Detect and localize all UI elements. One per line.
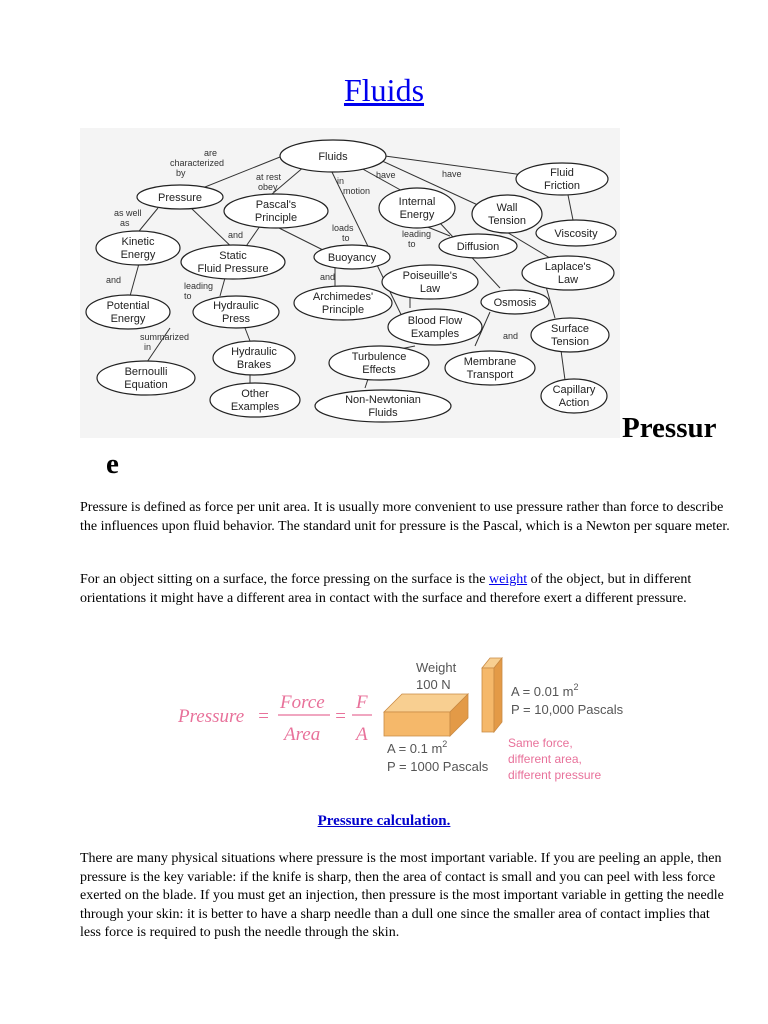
link-leading-to-1a: leading — [402, 229, 432, 239]
weight-label-line2: 100 N — [416, 677, 451, 692]
link-leading-to-2a: leading — [184, 281, 214, 291]
page-title[interactable]: Fluids — [343, 72, 425, 108]
eq-force: Force — [280, 692, 325, 713]
link-are-characterized-1: are — [204, 148, 218, 158]
node-laplace-line1: Laplace's — [544, 261, 592, 273]
node-surface-tension-line1: Surface — [551, 323, 589, 335]
eq-f: F — [356, 692, 368, 713]
link-loads-to-1: loads — [332, 223, 354, 233]
tall-block-area: A = 0.01 $m^2$ — [511, 682, 579, 699]
node-buoyancy: Buoyancy — [327, 252, 377, 264]
section-heading-pressure-part2: e — [106, 448, 119, 480]
link-have-2: have — [442, 169, 462, 179]
node-blood-flow-line1: Blood Flow — [407, 315, 463, 327]
node-kinetic-line1: Kinetic — [121, 236, 155, 248]
node-hydraulic-press-line1: Hydraulic — [213, 300, 259, 312]
node-archimedes-line1: Archimedes' — [312, 291, 374, 303]
eq-pressure: Pressure — [178, 706, 245, 727]
link-as-well-as-1: as well — [114, 208, 142, 218]
flat-block-area: A = 0.1 $m^2$ — [387, 739, 448, 756]
node-capillary-line2: Action — [558, 397, 590, 409]
node-archimedes-line2: Principle — [321, 304, 365, 316]
node-bernoulli-line2: Equation — [124, 379, 168, 391]
link-and-4: and — [503, 331, 519, 341]
node-poiseuille-line1: Poiseuille's — [402, 270, 458, 282]
paragraph-weight-text-before: For an object sitting on a surface, the force pressing on the surface is the — [80, 572, 489, 587]
node-internal-line2: Energy — [399, 209, 435, 221]
tall-block-pressure: P = 10,000 Pascals — [511, 702, 624, 717]
eq-equals-1: = — [257, 706, 270, 727]
node-static-line1: Static — [219, 250, 247, 262]
note-line1: Same force, — [508, 736, 573, 750]
figure-note — [508, 736, 601, 782]
node-blood-flow-line2: Examples — [410, 328, 460, 340]
pressure-equation — [177, 692, 368, 745]
tall-block — [482, 658, 502, 732]
pressure-figure — [172, 650, 632, 790]
paragraph-pressure-definition: Pressure is defined as force per unit area. It is usually more convenient to use pressure rather than force to describe the influences upon fluid behavior. The standard unit for pressure is the Pascal, which is a Newton per square meter. — [80, 500, 730, 534]
node-pascal-line1: Pascal's — [255, 199, 297, 211]
node-turbulence-line1: Turbulence — [351, 351, 407, 363]
link-have-1: have — [376, 170, 396, 180]
node-kinetic-line2: Energy — [120, 249, 156, 261]
pressure-figure-graphic — [172, 650, 632, 790]
node-capillary-line1: Capillary — [552, 384, 596, 396]
node-static-line2: Fluid Pressure — [197, 263, 269, 275]
link-loads-to-2: to — [342, 233, 350, 243]
figure-caption-link[interactable]: Pressure calculation. — [317, 813, 451, 829]
link-and-1: and — [228, 230, 244, 240]
paragraph-pressure-examples: There are many physical situations where pressure is the most important variable. If you are peeling an apple, then pressure is the key variable: if the knife is sharp, then the area of contact is small and you can peel with less force exerted on the blade. If you must get an injection, then pressure is the most important variable in getting the needle through your skin: it is better to have a sharp needle than a dull one since the smaller area of contact implies that less force is required to push the needle through the skin. — [80, 851, 724, 940]
node-other-line1: Other — [241, 388, 269, 400]
link-in-motion-1: in — [337, 176, 345, 186]
node-turbulence-line2: Effects — [362, 364, 396, 376]
node-other-line2: Examples — [230, 401, 280, 413]
weight-label-line1: Weight — [416, 660, 457, 675]
node-fluid-friction-line1: Fluid — [550, 167, 574, 179]
link-at-rest-2: obey — [258, 182, 278, 192]
link-in-motion-2: motion — [343, 186, 371, 196]
concept-map-diagram — [80, 128, 620, 438]
node-non-newtonian-line1: Non-Newtonian — [345, 394, 421, 406]
flat-block — [384, 694, 468, 736]
node-pascal-line2: Principle — [254, 212, 298, 224]
node-fluid-friction-line2: Friction — [543, 180, 581, 192]
link-leading-to-2b: to — [184, 291, 192, 301]
link-as-well-as-2: as — [120, 218, 130, 228]
node-viscosity: Viscosity — [554, 228, 598, 240]
node-pressure: Pressure — [157, 192, 203, 204]
node-osmosis: Osmosis — [493, 297, 537, 309]
section-heading-pressure-part1: Pressur — [622, 412, 717, 444]
node-non-newtonian-line2: Fluids — [368, 407, 398, 419]
paragraph-weight-orientation — [80, 571, 730, 608]
link-are-characterized-2: characterized — [170, 158, 225, 168]
node-diffusion: Diffusion — [456, 241, 500, 253]
weight-link[interactable]: weight — [488, 572, 528, 587]
link-leading-to-1b: to — [408, 239, 416, 249]
paragraph-weight-text-after: of the object, but in different orientations it might have a different area in contact with the surface and therefore exert a different pressure. — [80, 572, 692, 606]
node-potential-line2: Energy — [110, 313, 146, 325]
node-poiseuille-line2: Law — [419, 283, 441, 295]
node-potential-line1: Potential — [106, 300, 150, 312]
flat-block-pressure: P = 1000 Pascals — [387, 759, 489, 774]
node-surface-tension-line2: Tension — [551, 336, 589, 348]
link-summarized-2: in — [144, 342, 152, 352]
node-hydraulic-brakes-line2: Brakes — [236, 359, 272, 371]
node-fluids: Fluids — [318, 151, 348, 163]
node-bernoulli-line1: Bernoulli — [124, 366, 168, 378]
node-hydraulic-press-line2: Press — [221, 313, 251, 325]
fluids-concept-map — [80, 128, 620, 438]
eq-equals-2: = — [334, 706, 347, 727]
node-membrane-line1: Membrane — [463, 356, 517, 368]
node-wall-line2: Tension — [488, 215, 526, 227]
note-line2: different area, — [508, 752, 582, 766]
link-are-characterized-3: by — [176, 168, 186, 178]
node-hydraulic-brakes-line1: Hydraulic — [231, 346, 277, 358]
link-at-rest-1: at rest — [256, 172, 282, 182]
node-wall-line1: Wall — [496, 202, 518, 214]
node-membrane-line2: Transport — [466, 369, 514, 381]
eq-a: A — [356, 724, 368, 745]
node-internal-line1: Internal — [398, 196, 436, 208]
link-and-2: and — [106, 275, 122, 285]
link-summarized-1: summarized — [140, 332, 190, 342]
eq-area: Area — [284, 724, 321, 745]
note-line3: different pressure — [508, 768, 602, 782]
node-laplace-line2: Law — [557, 274, 579, 286]
link-and-3: and — [320, 272, 336, 282]
